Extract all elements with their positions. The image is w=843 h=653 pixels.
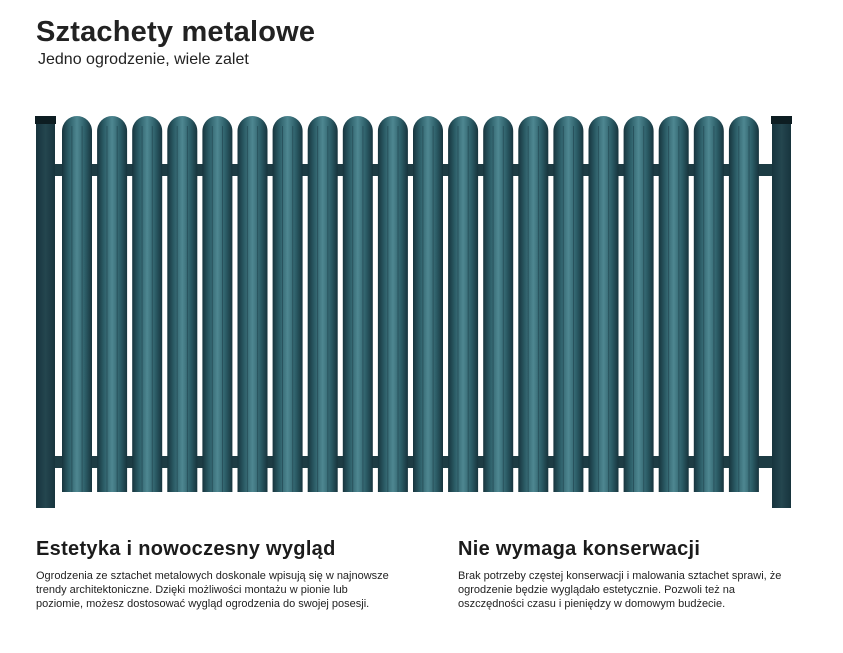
post-body [36,120,55,508]
picket-body [624,116,654,492]
fence-picket [97,116,127,492]
picket-body [343,116,373,492]
fence-picket [589,116,619,492]
fence-picket [553,116,583,492]
fence-picket [659,116,689,492]
picket-body [448,116,478,492]
fence-picket [378,116,408,492]
feature-body: Brak potrzeby częstej konserwacji i malowania sztachet sprawi, że ogrodzenie będzie wyglądało estetycznie. Pozwoli też na oszczędności czasu i pieniędzy w domowym budżecie. [458,570,782,610]
fence-picket [694,116,724,492]
fence-post [35,116,56,508]
feature-aesthetics [36,538,396,611]
fence-picket [624,116,654,492]
fence-picket [167,116,197,492]
fence-picket [729,116,759,492]
picket-body [413,116,443,492]
picket-body [483,116,513,492]
picket-body [97,116,127,492]
feature-heading: Nie wymaga konserwacji [458,538,701,560]
picket-body [694,116,724,492]
post-cap [771,116,792,124]
feature-maintenance [458,538,798,611]
picket-body [167,116,197,492]
picket-body [378,116,408,492]
picket-body [518,116,548,492]
fence-picket [343,116,373,492]
picket-body [238,116,268,492]
page-subtitle: Jedno ogrodzenie, wiele zalet [38,51,249,68]
post-body [772,120,791,508]
picket-body [273,116,303,492]
picket-body [659,116,689,492]
picket-body [589,116,619,492]
picket-body [132,116,162,492]
picket-body [553,116,583,492]
page-title: Sztachety metalowe [36,16,316,48]
fence-picket [483,116,513,492]
fence-picket [448,116,478,492]
picket-body [729,116,759,492]
fence-picket [62,116,92,492]
post-cap [35,116,56,124]
fence-picket [132,116,162,492]
picket-body [62,116,92,492]
fence-post [771,116,792,508]
feature-heading: Estetyka i nowoczesny wygląd [36,538,336,560]
feature-body: Ogrodzenia ze sztachet metalowych doskonale wpisują się w najnowsze trendy architektoniczne. Dzięki możliwości montażu w pionie lub poziomie, możesz dostosować wygląd ogrodzenia do swojej posesji. [36,570,389,610]
picket-body [308,116,338,492]
fence-picket [413,116,443,492]
fence-picket [202,116,232,492]
fence-picket [308,116,338,492]
fence-picket [518,116,548,492]
fence-picket [238,116,268,492]
fence-picket [273,116,303,492]
picket-body [202,116,232,492]
